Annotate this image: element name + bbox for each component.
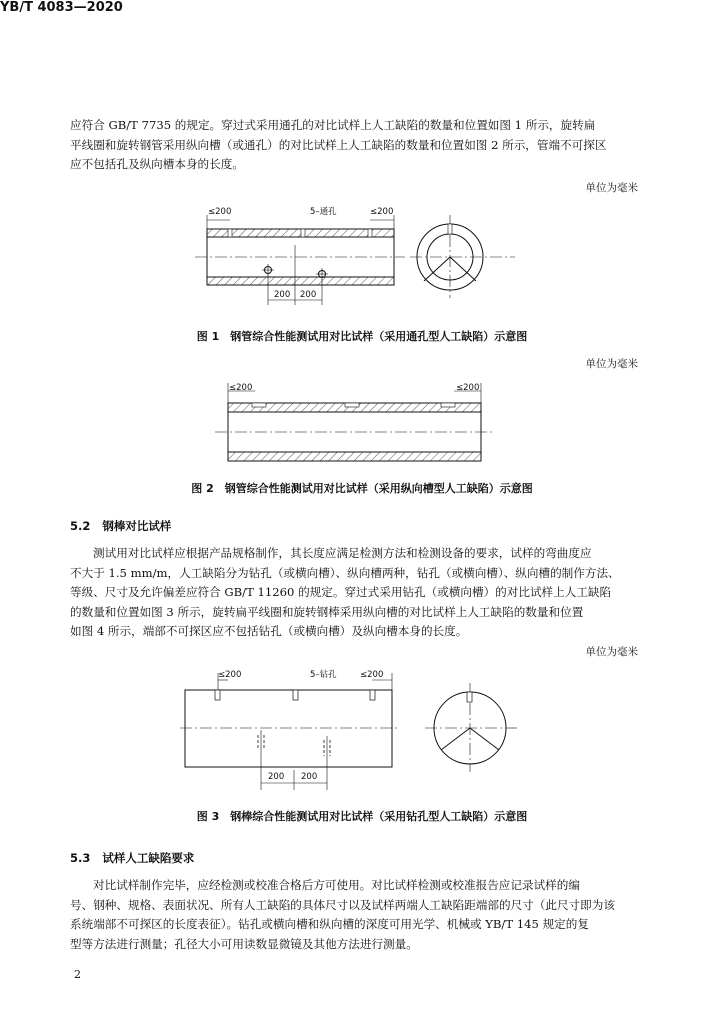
body-line: 的数量和位置如图 3 所示，旋转扁平线圈和旋转钢棒采用纵向槽的对比试样上人工缺陷的数量和位置 <box>70 604 584 619</box>
section-number: 5.3 <box>70 851 91 865</box>
figure1-caption: 图 1 钢管综合性能测试用对比试样（采用通孔型人工缺陷）示意图 <box>196 330 528 343</box>
figure2-caption: 图 2 钢管综合性能测试用对比试样（采用纵向槽型人工缺陷）示意图 <box>191 482 533 495</box>
body-line: 不大于 1.5 mm/m，人工缺陷分为钻孔（或横向槽）、纵向槽两种，钻孔（或横向槽）、纵向槽的制作方法、 <box>70 565 620 580</box>
intro-line: 应不包括孔及纵向槽本身的长度。 <box>70 157 244 171</box>
section-5-2-body <box>70 544 654 642</box>
intro-line: 平线圈和旋转钢管采用纵向槽（或通孔）的对比试样上人工缺陷的数量和位置如图 2 所示，管端不可探区 <box>70 137 607 152</box>
section-5-3-body <box>70 876 654 954</box>
body-line: 等级、尺寸及允许偏差应符合 GB/T 11260 的规定。穿过式采用钻孔（或横向槽）的对比试样上人工缺陷 <box>70 585 612 599</box>
section-title: 试样人工缺陷要求 <box>102 851 195 865</box>
body-line: 系统端部不可探区的长度表征）。钻孔或横向槽和纵向槽的深度可用光学、机械或 YB/T 145 规定的复 <box>70 917 589 931</box>
body-line: 测试用对比试样应根据产品规格制作，其长度应满足检测方法和检测设备的要求，试样的弯曲度应 <box>93 546 592 560</box>
fig1-dim-bottom-1: 200 <box>274 290 291 300</box>
fig1-dim-right: ≤200 <box>370 207 394 217</box>
page-number: 2 <box>74 968 81 981</box>
fig2-dim-right: ≤200 <box>456 383 480 393</box>
fig2-dim-left: ≤200 <box>229 383 253 393</box>
fig3-dim-right: ≤200 <box>360 670 384 680</box>
fig3-dim-left: ≤200 <box>218 670 242 680</box>
section-5-2-heading <box>70 518 171 534</box>
intro-line: 应符合 GB/T 7735 的规定。穿过式采用通孔的对比试样上人工缺陷的数量和位置如图 1 所示，旋转扁 <box>70 118 596 132</box>
fig3-dim-center: 5–钻孔 <box>310 670 337 680</box>
body-line: 对比试样制作完毕，应经检测或校准合格后方可使用。对比试样检测或校准报告应记录试样的编 <box>93 878 580 892</box>
section-title: 钢棒对比试样 <box>102 519 172 533</box>
fig1-dim-bottom-2: 200 <box>300 290 317 300</box>
fig3-dim-bottom-1: 200 <box>268 772 285 782</box>
section-5-3-heading <box>70 850 194 866</box>
body-line: 如图 4 所示，端部不可探区应不包括钻孔（或横向槽）及纵向槽本身的长度。 <box>70 624 468 638</box>
body-line: 号、钢种、规格、表面状况、所有人工缺陷的具体尺寸以及试样两端人工缺陷距端部的尺寸（此尺寸即为该 <box>70 897 615 912</box>
fig1-dim-left: ≤200 <box>208 207 232 217</box>
figure3-caption: 图 3 钢棒综合性能测试用对比试样（采用钻孔型人工缺陷）示意图 <box>196 810 528 823</box>
standard-code: YB/T 4083—2020 <box>0 0 123 15</box>
unit-label: 单位为毫米 <box>585 358 638 370</box>
fig3-dim-bottom-2: 200 <box>301 772 318 782</box>
fig1-dim-center: 5–通孔 <box>310 207 337 217</box>
unit-label: 单位为毫米 <box>585 646 638 658</box>
unit-label: 单位为毫米 <box>585 182 638 194</box>
body-line: 型等方法进行测量；孔径大小可用读数显微镜及其他方法进行测量。 <box>70 936 418 951</box>
section-number: 5.2 <box>70 519 91 533</box>
